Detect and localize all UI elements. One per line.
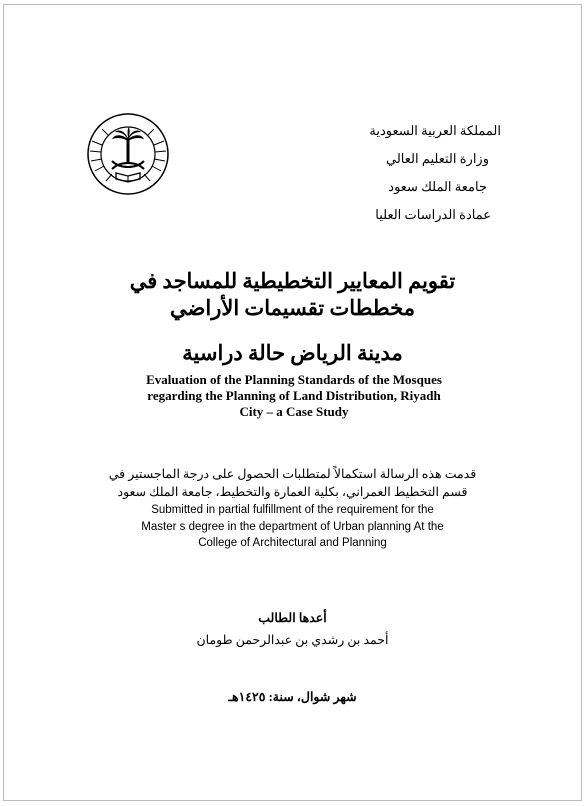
- submission-date: شهر شوال، سنة: ١٤٢٥هـ: [228, 690, 357, 704]
- arabic-submission-statement: [64, 465, 521, 501]
- institution-header: [301, 117, 501, 229]
- english-submission-line-3: College of Architectural and Planning: [198, 537, 387, 549]
- deanship-name: عمادة الدراسات العليا: [375, 207, 491, 222]
- english-submission-line-2: Master s degree in the department of Urban planning At the: [141, 520, 444, 533]
- student-name: أحمد بن رشدي بن عبدالرحمن طومان: [196, 633, 389, 647]
- english-title-line-2: regarding the Planning of Land Distribution, Riyadh: [147, 388, 441, 403]
- ministry-name: وزارة التعليم العالي: [385, 151, 489, 166]
- arabic-submission-line-2: قسم التخطيط العمراني، بكلية العمارة والتخطيط، جامعة الملك سعود: [117, 485, 468, 499]
- english-submission-line-1: Submitted in partial fulfillment of the requirement for the: [151, 504, 434, 516]
- english-submission-statement: [64, 502, 521, 552]
- document-page: [3, 4, 582, 801]
- prepared-by-label: أعدها الطالب: [258, 611, 327, 625]
- arabic-subtitle: مدينة الرياض حالة دراسية: [182, 341, 403, 365]
- arabic-title-line-2: مخططات تقسيمات الأراضي: [170, 296, 415, 320]
- arabic-title: [4, 268, 581, 322]
- english-title: [104, 372, 484, 420]
- arabic-submission-line-1: قدمت هذه الرسالة استكمالاً لمتطلبات الحصول على درجة الماجستير في: [108, 467, 477, 481]
- english-title-line-1: Evaluation of the Planning Standards of the Mosques: [146, 372, 442, 387]
- english-title-line-3: City – a Case Study: [239, 404, 349, 419]
- university-name: جامعة الملك سعود: [388, 179, 487, 194]
- arabic-title-line-1: تقويم المعايير التخطيطية للمساجد في: [129, 269, 456, 293]
- kingdom-name: المملكة العربية السعودية: [369, 123, 501, 138]
- king-saud-university-seal-icon: [82, 111, 174, 197]
- university-logo: [82, 111, 174, 197]
